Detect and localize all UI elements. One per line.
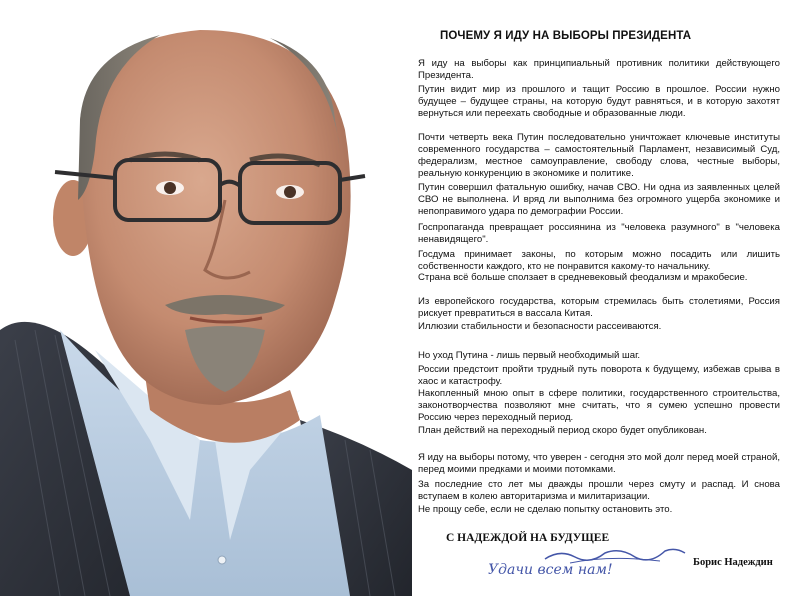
letter-paragraph: За последние сто лет мы дважды прошли через смуту и распад. И снова вступаем в колею авторитаризма и милитаризации. <box>418 479 780 503</box>
letter-paragraph: Из европейского государства, которым стремилась быть столетиями, Россия рискует превратиться в вассала Китая. <box>418 296 780 320</box>
letter-paragraph: Не прощу себе, если не сделаю попытку остановить это. <box>418 504 673 515</box>
handwritten-note: Удачи всем нам! <box>488 562 613 578</box>
signature-name: Борис Надеждин <box>693 557 773 568</box>
letter-paragraph: Иллюзии стабильности и безопасности рассеиваются. <box>418 321 662 332</box>
letter-title: ПОЧЕМУ Я ИДУ НА ВЫБОРЫ ПРЕЗИДЕНТА <box>440 30 692 42</box>
letter-paragraph: Госдума принимает законы, по которым можно посадить или лишить собственности каждого, кто не понравится какому-то начальнику. <box>418 249 780 273</box>
letter-paragraph: Путин видит мир из прошлого и тащит Россию в прошлое. России нужно будущее – будущее страны, на которую будут равняться, и в которую захотят вернуться или переехать свободные и образованные люди. <box>418 84 780 120</box>
letter-paragraph: Накопленный мною опыт в сфере политики, государственного строительства, законотворчества позволяют мне считать, что я сумею успешно провести Россию через переходный период. <box>418 388 780 424</box>
letter-paragraph: России предстоит пройти трудный путь поворота к будущему, избежав срыва в хаос и катастрофу. <box>418 364 780 388</box>
letter-paragraph: Госпропаганда превращает россиянина из "человека разумного" в "человека ненавидящего". <box>418 222 780 246</box>
closing-line: С НАДЕЖДОЙ НА БУДУЩЕЕ <box>446 532 610 544</box>
letter-paragraph: План действий на переходный период скоро будет опубликован. <box>418 425 707 436</box>
letter-paragraph: Путин совершил фатальную ошибку, начав СВО. Ни одна из заявленных целей СВО не выполнена. И вряд ли выполнима без огромного ущерба экономике и непоправимого удара по демографии России. <box>418 182 780 218</box>
letter-paragraph: Но уход Путина - лишь первый необходимый шаг. <box>418 350 641 361</box>
letter-paragraph: Я иду на выборы потому, что уверен - сегодня это мой долг перед моей страной, перед моими предками и моими потомками. <box>418 452 780 476</box>
letter-paragraph: Почти четверть века Путин последовательно уничтожает ключевые институты современного государства – самостоятельный Парламент, независимый Суд, федерализм, местное самоуправление, свободу слова, честные выборы, реальную конкуренцию в экономике и политике. <box>418 132 780 180</box>
letter-paragraph: Страна всё больше сползает в средневековый феодализм и мракобесие. <box>418 272 748 283</box>
letter-paragraph: Я иду на выборы как принципиальный противник политики действующего Президента. <box>418 58 780 82</box>
